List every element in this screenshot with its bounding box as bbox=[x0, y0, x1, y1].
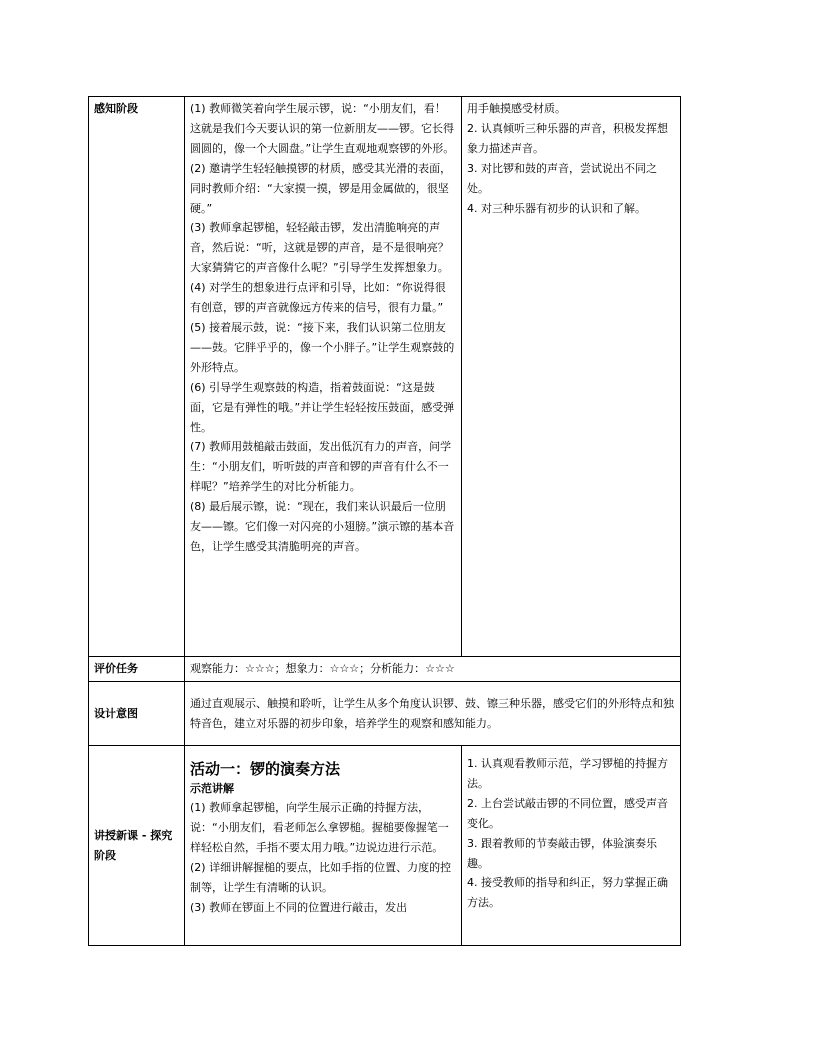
teacher-step: (3) 教师拿起锣槌，轻轻敲击锣，发出清脆响亮的声音，然后说：“听，这就是锣的声音，是不是很响亮？大家猜猜它的声音像什么呢？”引导学生发挥想象力。 bbox=[190, 221, 449, 275]
row-label-explore: 讲授新课 - 探究阶段 bbox=[89, 746, 185, 946]
teacher-step: (8) 最后展示镲，说：“现在，我们来认识最后一位朋友——镲。它们像一对闪亮的小翅膀。”演示镲的基本音色，让学生感受其清脆明亮的声音。 bbox=[190, 500, 455, 553]
activity-subtitle: 示范讲解 bbox=[190, 782, 234, 795]
table-row-explore bbox=[89, 746, 681, 946]
row-label-design: 设计意图 bbox=[89, 682, 185, 746]
row-label-evaluation: 评价任务 bbox=[89, 657, 185, 682]
activity-title: 活动一：锣的演奏方法 bbox=[190, 760, 341, 778]
teacher-step: (5) 接着展示鼓，说：“接下来，我们认识第二位朋友——鼓。它胖乎乎的，像一个小胖子。”让学生观察鼓的外形特点。 bbox=[190, 320, 455, 374]
table-row-design bbox=[89, 682, 681, 746]
teacher-activities-perception bbox=[185, 97, 462, 657]
student-activities-perception bbox=[462, 97, 681, 657]
table-row-perception bbox=[89, 97, 681, 657]
student-step: 4. 对三种乐器有初步的认识和了解。 bbox=[467, 201, 646, 215]
student-activities-explore bbox=[462, 746, 681, 946]
lesson-plan-table bbox=[88, 96, 681, 946]
evaluation-text: 观察能力：☆☆☆；想象力：☆☆☆；分析能力：☆☆☆ bbox=[185, 657, 681, 682]
student-step: 2. 认真倾听三种乐器的声音，积极发挥想象力描述声音。 bbox=[467, 121, 668, 155]
table-row-evaluation bbox=[89, 657, 681, 682]
student-step: 用手触摸感受材质。 bbox=[467, 102, 566, 115]
teacher-step: (1) 教师拿起锣槌，向学生展示正确的持握方法，说：“小朋友们，看老师怎么拿锣槌。握槌要像握笔一样轻松自然，手指不要太用力哦。”边说边进行示范。 bbox=[190, 801, 449, 854]
student-step: 1. 认真观看教师示范，学习锣槌的持握方法。 bbox=[467, 757, 668, 790]
student-step: 3. 对比锣和鼓的声音，尝试说出不同之处。 bbox=[467, 161, 657, 195]
teacher-step: (7) 教师用鼓槌敲击鼓面，发出低沉有力的声音，问学生：“小朋友们，听听鼓的声音和锣的声音有什么不一样呢？”培养学生的对比分析能力。 bbox=[190, 440, 452, 494]
teacher-step: (1) 教师微笑着向学生展示锣，说：“小朋友们，看！这就是我们今天要认识的第一位新朋友——锣。它长得圆圆的，像一个大圆盘。”让学生直观地观察锣的外形。 bbox=[190, 102, 455, 155]
teacher-step: (2) 邀请学生轻轻触摸锣的材质，感受其光滑的表面，同时教师介绍：“大家摸一摸，锣是用金属做的，很坚硬。” bbox=[190, 161, 452, 215]
row-label-perception: 感知阶段 bbox=[89, 97, 185, 657]
design-intent-text: 通过直观展示、触摸和聆听，让学生从多个角度认识锣、鼓、镲三种乐器，感受它们的外形特点和独特音色，建立对乐器的初步印象，培养学生的观察和感知能力。 bbox=[185, 682, 681, 746]
student-step: 3. 跟着教师的节奏敲击锣，体验演奏乐趣。 bbox=[467, 836, 657, 870]
teacher-step: (6) 引导学生观察鼓的构造，指着鼓面说：“这是鼓面，它是有弹性的哦。”并让学生轻轻按压鼓面，感受弹性。 bbox=[190, 380, 455, 434]
teacher-step: (3) 教师在锣面上不同的位置进行敲击，发出 bbox=[190, 900, 408, 914]
student-step: 4. 接受教师的指导和纠正，努力掌握正确方法。 bbox=[467, 876, 668, 910]
teacher-step: (4) 对学生的想象进行点评和引导，比如：“你说得很有创意，锣的声音就像远方传来的信号，很有力量。” bbox=[190, 281, 446, 315]
teacher-step: (2) 详细讲解握槌的要点，比如手指的位置、力度的控制等，让学生有清晰的认识。 bbox=[190, 860, 452, 894]
teacher-activities-explore bbox=[185, 746, 462, 946]
student-step: 2. 上台尝试敲击锣的不同位置，感受声音变化。 bbox=[467, 796, 668, 830]
